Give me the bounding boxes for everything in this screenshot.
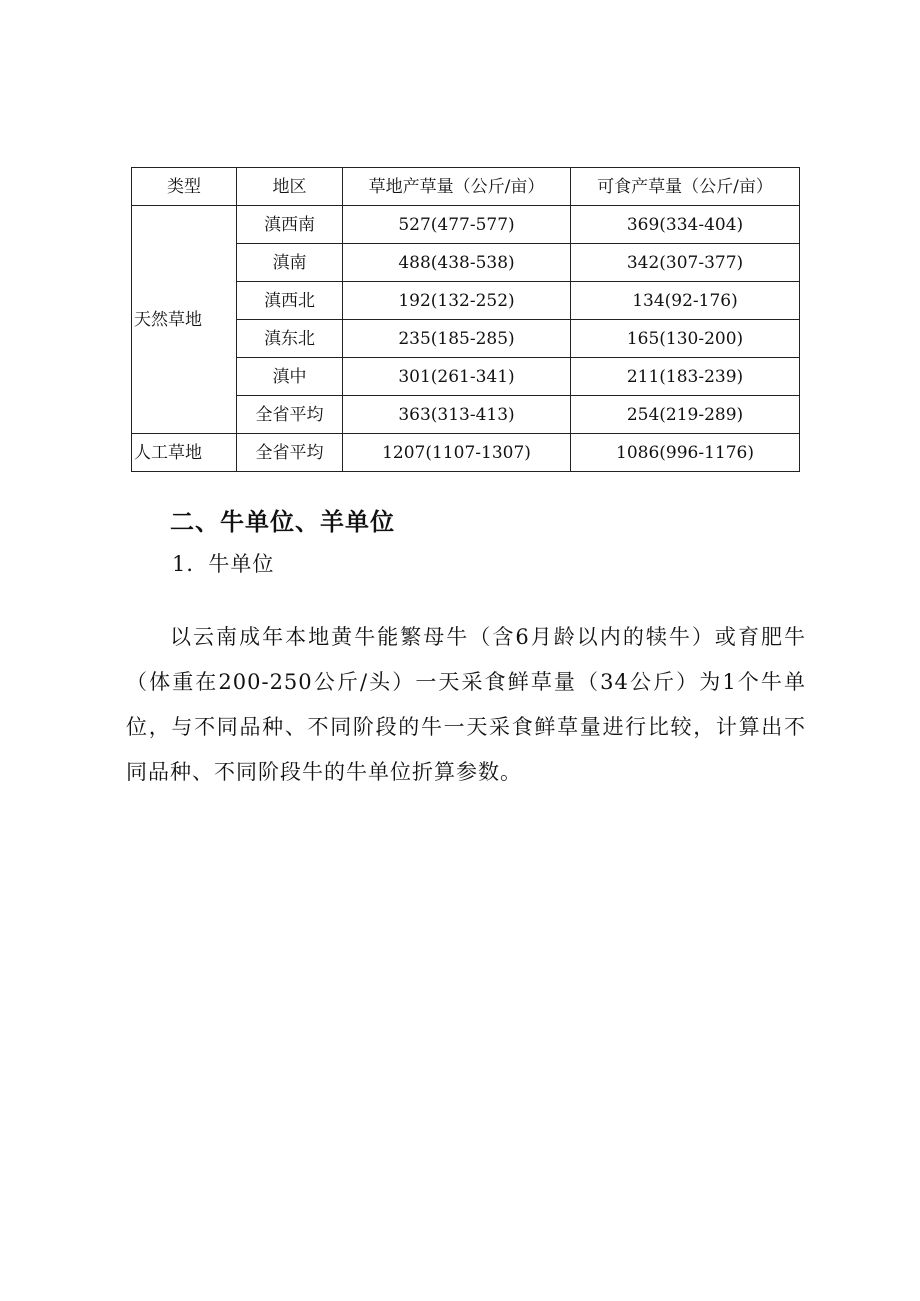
header-edible-yield: 可食产草量（公斤/亩）	[571, 168, 800, 206]
table-header-row	[132, 168, 800, 206]
header-grass-yield: 草地产草量（公斤/亩）	[343, 168, 571, 206]
header-type: 类型	[132, 168, 237, 206]
edible-cell: 134(92-176)	[571, 282, 800, 320]
region-cell: 滇南	[237, 244, 343, 282]
edible-cell: 342(307-377)	[571, 244, 800, 282]
region-cell: 全省平均	[237, 396, 343, 434]
subsection-heading: 1．牛单位	[172, 552, 275, 576]
edible-cell: 1086(996-1176)	[571, 434, 800, 472]
section-heading: 二、牛单位、羊单位	[170, 508, 395, 536]
yield-cell: 301(261-341)	[343, 358, 571, 396]
edible-cell: 211(183-239)	[571, 358, 800, 396]
region-cell: 滇中	[237, 358, 343, 396]
body-paragraph: 以云南成年本地黄牛能繁母牛（含6月龄以内的犊牛）或育肥牛（体重在200-250公斤/头）一天采食鲜草量（34公斤）为1个牛单位，与不同品种、不同阶段的牛一天采食鲜草量进行比较，计算出不同品种、不同阶段牛的牛单位折算参数。	[126, 625, 806, 784]
grass-yield-table	[131, 167, 800, 472]
yield-cell: 488(438-538)	[343, 244, 571, 282]
region-cell: 滇西北	[237, 282, 343, 320]
edible-cell: 165(130-200)	[571, 320, 800, 358]
type-artificial-grassland: 人工草地	[132, 434, 237, 472]
region-cell: 滇东北	[237, 320, 343, 358]
yield-cell: 363(313-413)	[343, 396, 571, 434]
table-row	[132, 206, 800, 244]
yield-cell: 235(185-285)	[343, 320, 571, 358]
region-cell: 全省平均	[237, 434, 343, 472]
edible-cell: 369(334-404)	[571, 206, 800, 244]
region-cell: 滇西南	[237, 206, 343, 244]
yield-cell: 527(477-577)	[343, 206, 571, 244]
yield-cell: 192(132-252)	[343, 282, 571, 320]
yield-cell: 1207(1107-1307)	[343, 434, 571, 472]
edible-cell: 254(219-289)	[571, 396, 800, 434]
type-natural-grassland: 天然草地	[132, 206, 237, 434]
header-region: 地区	[237, 168, 343, 206]
table-row	[132, 434, 800, 472]
